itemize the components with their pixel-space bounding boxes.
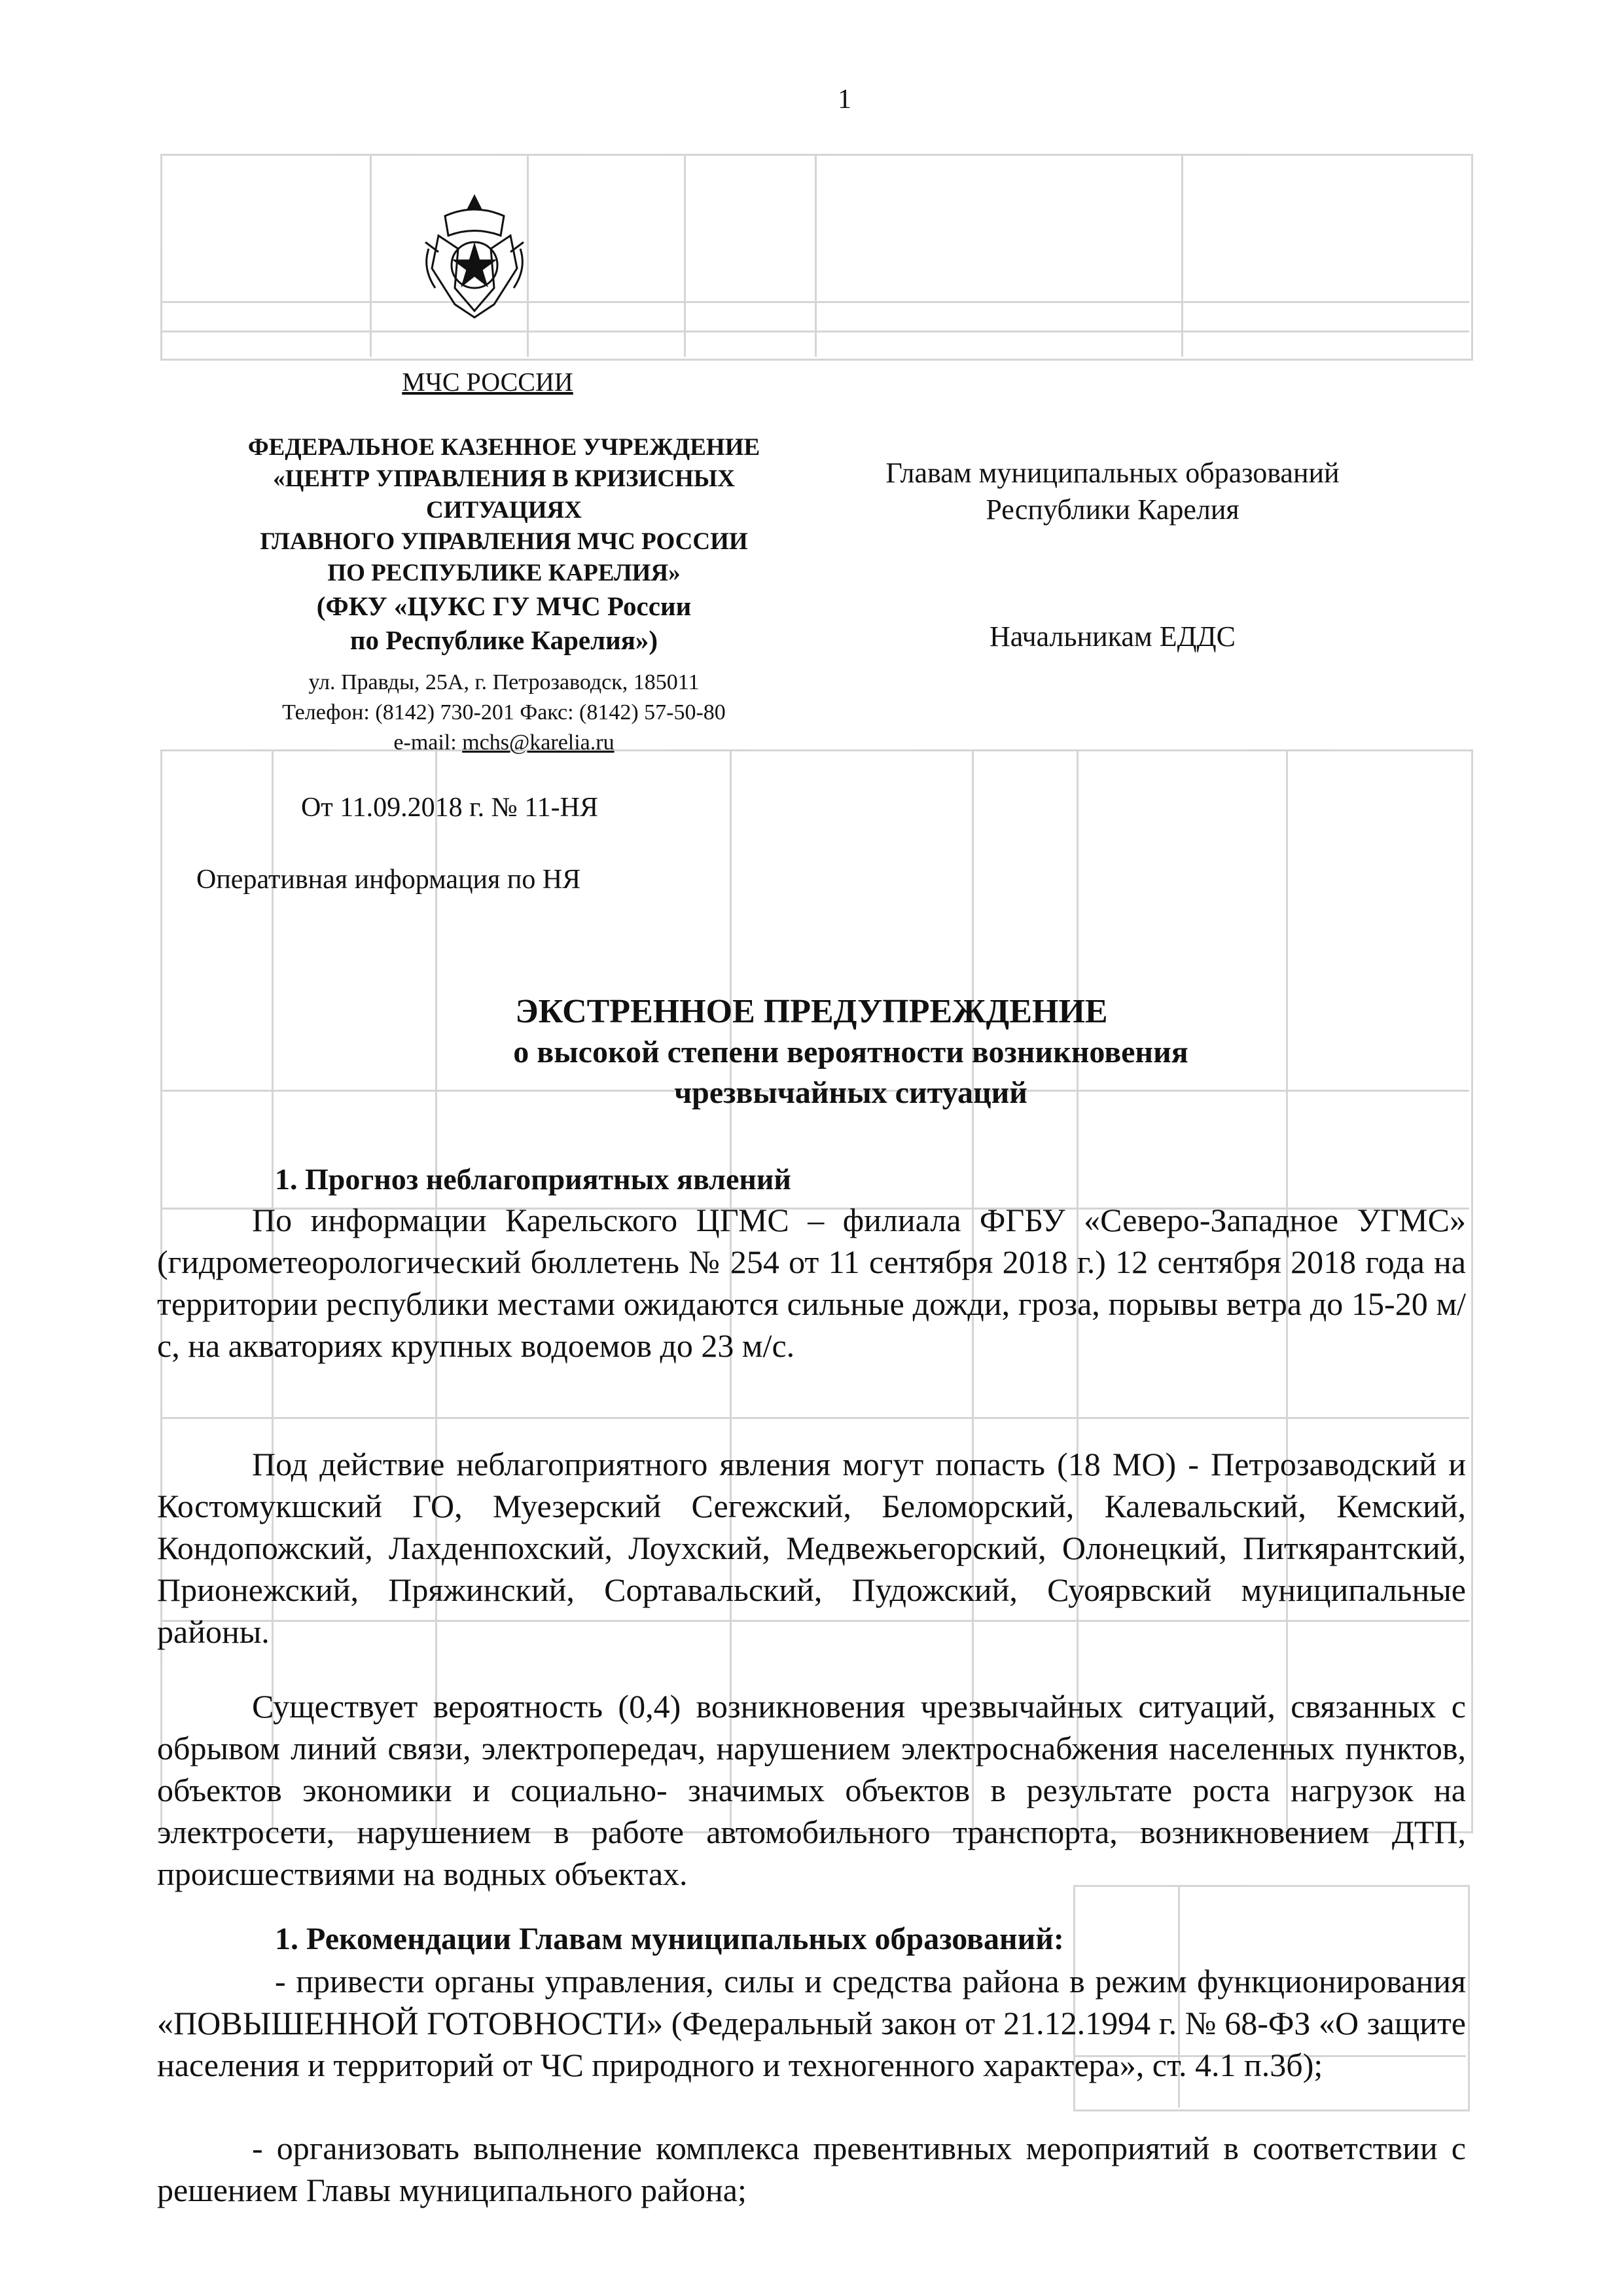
title-line: чрезвычайных ситуаций [674, 1075, 1027, 1110]
show-through-table-top [160, 154, 1469, 357]
email-label: e-mail: [393, 730, 463, 755]
recommendation-readiness: - привести органы управления, силы и средства района в режим функционирования «ПОВЫШЕННОЙ ГОТОВНОСТИ» (Федеральный закон от 21.12.1994 г. № 68-ФЗ «О защите населения и территорий от ЧС природного и техногенного характера», ст. 4.1 п.3б); [157, 1963, 1466, 2083]
org-line: по Республике Карелия») [349, 625, 658, 655]
title-line: ЭКСТРЕННОЕ ПРЕДУПРЕЖДЕНИЕ [515, 993, 1108, 1030]
email-line [196, 728, 812, 758]
org-line: ПО РЕСПУБЛИКЕ КАРЕЛИЯ» [327, 560, 681, 586]
org-line: ФЕДЕРАЛЬНОЕ КАЗЕННОЕ УЧРЕЖДЕНИЕ [247, 434, 760, 461]
org-line: ГЛАВНОГО УПРАВЛЕНИЯ МЧС РОССИИ [260, 528, 748, 555]
org-line: «ЦЕНТР УПРАВЛЕНИЯ В КРИЗИСНЫХ [273, 465, 735, 492]
recommendation-preventive: - организовать выполнение комплекса превентивных мероприятий в соответствии с решением Главы муниципального района; [157, 2130, 1466, 2208]
document-number: От 11.09.2018 г. № 11-НЯ [301, 793, 598, 823]
organization-name [177, 432, 831, 657]
phone-fax: Телефон: (8142) 730-201 Факс: (8142) 57-50-80 [282, 700, 726, 725]
org-line: (ФКУ «ЦУКС ГУ МЧС России [316, 591, 692, 621]
recipient-line: Главам муниципальных образований [885, 457, 1340, 489]
recipient-edds: Начальникам ЕДДС [989, 620, 1236, 653]
postal-address: ул. Правды, 25А, г. Петрозаводск, 185011 [308, 670, 700, 694]
document-title [196, 992, 1427, 1113]
recipient-heads [785, 455, 1440, 528]
forecast-paragraph: По информации Карельского ЦГМС – филиала ФГБУ «Северо-Западное УГМС» (гидрометеорологический бюллетень № 254 от 11 сентября 2018 г.) 12 сентября 2018 года на территории республики местами ожидаются сильные дожди, гроза, порывы ветра до 15-20 м/с, на акваториях крупных водоемов до 23 м/с. [157, 1202, 1466, 1364]
page-number: 1 [838, 84, 851, 115]
mchs-emblem-icon [419, 190, 530, 321]
recipient-line: Республики Карелия [986, 493, 1240, 526]
title-line: о высокой степени вероятности возникновения [513, 1035, 1188, 1069]
email-link[interactable]: mchs@karelia.ru [462, 730, 615, 755]
section-heading-recommendations: 1. Рекомендации Главам муниципальных образований: [275, 1922, 1064, 1956]
section-heading-forecast: 1. Прогноз неблагоприятных явлений [275, 1162, 791, 1196]
document-subtitle: Оперативная информация по НЯ [196, 865, 581, 895]
risk-paragraph: Существует вероятность (0,4) возникновения чрезвычайных ситуаций, связанных с обрывом линий связи, электропередач, нарушением электроснабжения населенных пунктов, объектов экономики и социально- значимых объектов в результате роста нагрузок на электросети, нарушением в работе автомобильного транспорта, возникновением ДТП, происшествиями на водных объектах. [157, 1688, 1466, 1892]
affected-areas-paragraph: Под действие неблагоприятного явления могут попасть (18 МО) - Петрозаводский и Костомукшский ГО, Муезерский Сегежский, Беломорский, Калевальский, Кемский, Кондопожский, Лахденпохский, Лоухский, Медвежьегорский, Олонецкий, Питкярантский, Прионежский, Пряжинский, Сортавальский, Пудожский, Суоярвский муниципальные районы. [157, 1446, 1466, 1650]
agency-short-name: МЧС РОССИИ [402, 367, 573, 397]
contact-block [196, 668, 812, 758]
org-line: СИТУАЦИЯХ [426, 497, 582, 524]
